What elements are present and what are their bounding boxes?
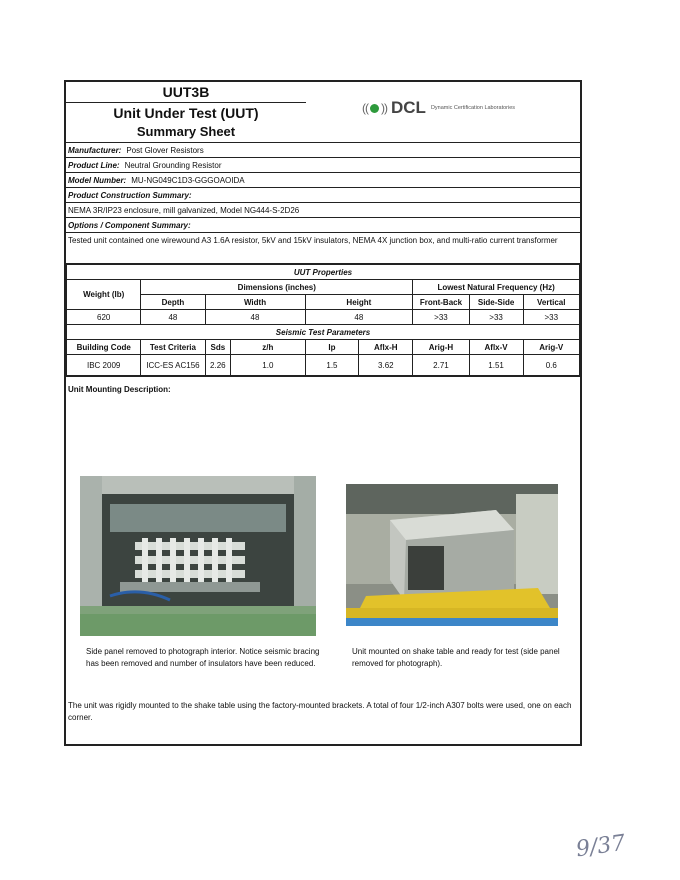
- seismic-value-cell: IBC 2009: [67, 355, 141, 376]
- shake-table-photo: [346, 484, 558, 626]
- product-line-row: [66, 158, 580, 173]
- options-value: Tested unit contained one wirewound A3 1.6A resistor, 5kV and 15kV insulators, NEMA 4X junction box, and multi-ratio current transformer: [66, 233, 580, 264]
- manufacturer-label: Manufacturer:: [68, 145, 122, 155]
- interior-photo-graphic: [80, 476, 316, 636]
- weight-header: Weight (lb): [67, 280, 141, 310]
- caption-right: Unit mounted on shake table and ready for test (side panel removed for photograph).: [352, 647, 560, 668]
- height-value: 48: [305, 310, 413, 325]
- uut-id: UUT3B: [162, 84, 210, 100]
- seismic-value-cell: 1.51: [469, 355, 523, 376]
- dimensions-header: Dimensions (inches): [141, 280, 413, 295]
- front-back-value: >33: [413, 310, 469, 325]
- construction-value-row: [66, 203, 580, 218]
- signal-waves-icon: ((: [362, 101, 368, 115]
- seismic-value-cell: 0.6: [523, 355, 579, 376]
- mounting-description: The unit was rigidly mounted to the shake table using the factory-mounted brackets. A total of four 1/2-inch A307 bolts were used, one on each corner.: [68, 701, 572, 722]
- width-value: 48: [205, 310, 305, 325]
- seismic-title: Seismic Test Parameters: [67, 325, 580, 340]
- vertical-header: Vertical: [523, 295, 579, 310]
- construction-value: NEMA 3R/IP23 enclosure, mill galvanized, Model NG444-S-2D26: [68, 205, 300, 215]
- options-label-row: [66, 218, 580, 233]
- front-back-header: Front-Back: [413, 295, 469, 310]
- seismic-header-cell: z/h: [231, 340, 305, 355]
- construction-label-row: [66, 188, 580, 203]
- uut-properties-title: UUT Properties: [67, 265, 580, 280]
- seismic-header-cell: Sds: [205, 340, 231, 355]
- model-number-row: [66, 173, 580, 188]
- model-number-label: Model Number:: [68, 175, 127, 185]
- seismic-header-cell: Arig-H: [413, 340, 469, 355]
- seismic-value-cell: ICC-ES AC156: [141, 355, 205, 376]
- model-number-value: MU-NG049C1D3-GGGOAOIDA: [131, 175, 245, 185]
- seismic-header-cell: Aflx-V: [469, 340, 523, 355]
- caption-left: Side panel removed to photograph interior. Notice seismic bracing has been removed and number of insulators have been reduced.: [86, 647, 320, 668]
- vertical-value: >33: [523, 310, 579, 325]
- shake-table-photo-graphic: [346, 484, 558, 626]
- manufacturer-row: [66, 143, 580, 158]
- seismic-header-cell: Test Criteria: [141, 340, 205, 355]
- seismic-header-cell: Building Code: [67, 340, 141, 355]
- seismic-header-cell: Ip: [305, 340, 359, 355]
- dcl-logo: [362, 98, 515, 118]
- manufacturer-value: Post Glover Resistors: [126, 145, 204, 155]
- seismic-value-cell: 1.0: [231, 355, 305, 376]
- width-header: Width: [205, 295, 305, 310]
- product-line-value: Neutral Grounding Resistor: [124, 160, 222, 170]
- frequency-header: Lowest Natural Frequency (Hz): [413, 280, 580, 295]
- interior-photo: [80, 476, 316, 636]
- sheet-title: Unit Under Test (UUT): [113, 105, 259, 121]
- depth-header: Depth: [141, 295, 205, 310]
- summary-sheet: [64, 80, 582, 746]
- height-header: Height: [305, 295, 413, 310]
- options-label: Options / Component Summary:: [68, 220, 191, 230]
- sheet-subtitle: Summary Sheet: [136, 124, 236, 139]
- seismic-value-cell: 2.26: [205, 355, 231, 376]
- depth-value: 48: [141, 310, 205, 325]
- weight-value: 620: [67, 310, 141, 325]
- product-line-label: Product Line:: [68, 160, 120, 170]
- seismic-value-cell: 1.5: [305, 355, 359, 376]
- seismic-value-cell: 2.71: [413, 355, 469, 376]
- page-number: 9/37: [574, 830, 627, 863]
- side-side-value: >33: [469, 310, 523, 325]
- mounting-label: Unit Mounting Description:: [68, 385, 171, 394]
- seismic-value-cell: 3.62: [359, 355, 413, 376]
- green-dot-icon: [370, 104, 379, 113]
- logo-name: DCL: [391, 98, 426, 117]
- uut-properties-table: [66, 264, 580, 376]
- uut-properties-section: [66, 264, 580, 377]
- header-rule: [66, 102, 306, 103]
- construction-label: Product Construction Summary:: [68, 190, 192, 200]
- sheet-header: [66, 82, 580, 143]
- seismic-header-cell: Arig-V: [523, 340, 579, 355]
- side-side-header: Side-Side: [469, 295, 523, 310]
- signal-waves-icon: )): [381, 101, 387, 115]
- logo-tagline: Dynamic Certification Laboratories: [430, 105, 516, 111]
- seismic-header-cell: Aflx-H: [359, 340, 413, 355]
